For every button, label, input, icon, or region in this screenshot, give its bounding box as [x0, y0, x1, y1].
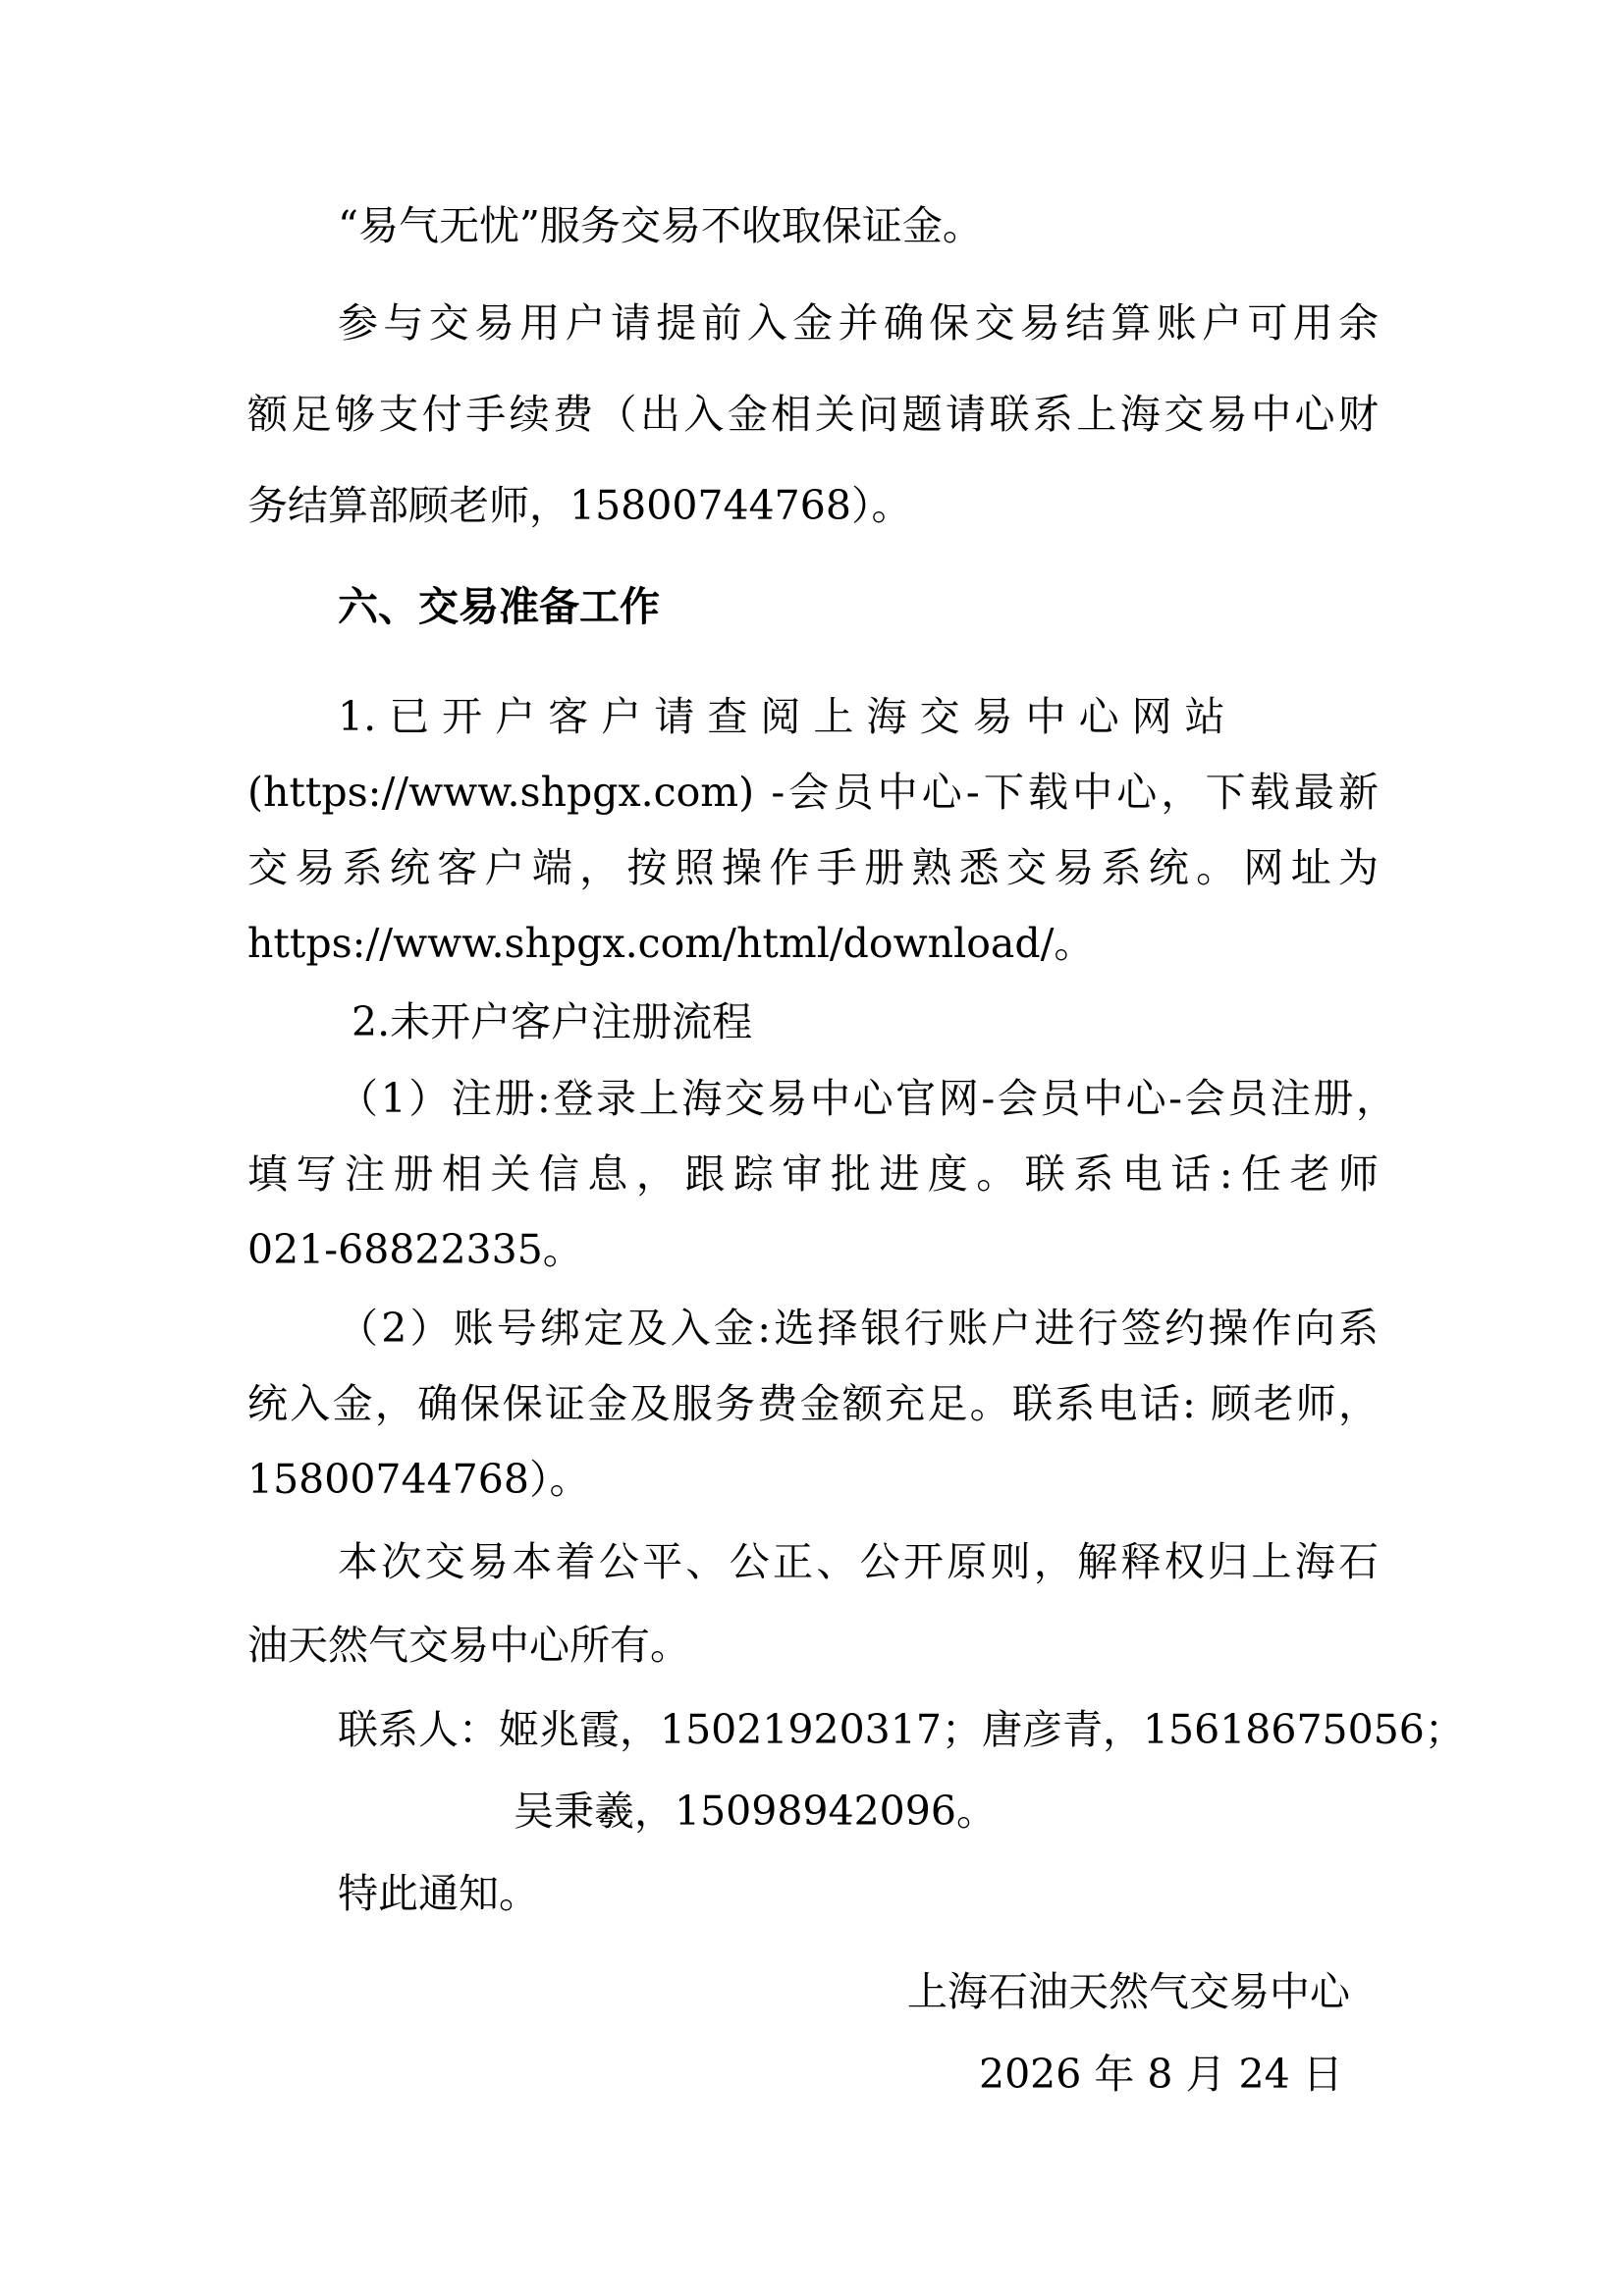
- item-1-url-line: https://www.shpgx.com/html/download/。: [247, 920, 1095, 967]
- principle-line-2: 油天然气交易中心所有。: [247, 1622, 690, 1669]
- item-1-line-3: 交易系统客户端，按照操作手册熟悉交易系统。网址为: [247, 844, 1379, 891]
- step-2-line-1: （2）账号绑定及入金:选择银行账户进行签约操作向系: [338, 1305, 1379, 1352]
- item-1-line-2: (https://www.shpgx.com) -会员中心-下载中心，下载最新: [247, 769, 1379, 816]
- margin-paragraph: “易气无忧”服务交易不收取保证金。: [338, 202, 983, 249]
- step-1-line-2: 填写注册相关信息，跟踪审批进度。联系电话:任老师: [247, 1150, 1379, 1198]
- signature-organization: 上海石油天然气交易中心: [907, 1968, 1350, 2015]
- item-1-line-1: 1. 已 开 户 客 户 请 查 阅 上 海 交 易 中 心 网 站: [338, 693, 1225, 740]
- notice-line: 特此通知。: [338, 1870, 539, 1917]
- funds-paragraph-line-1: 参与交易用户请提前入金并确保交易结算账户可用余: [338, 299, 1379, 347]
- principle-line-1: 本次交易本着公平、公正、公开原则，解释权归上海石: [338, 1538, 1379, 1585]
- step-2-line-3: 15800744768）。: [247, 1456, 590, 1503]
- signature-date: 2026 年 8 月 24 日: [979, 2051, 1343, 2098]
- contacts-line-1: 联系人：姬兆霞，15021920317；唐彦青，15618675056；: [338, 1706, 1465, 1753]
- item-2-heading: 2.未开户客户注册流程: [352, 998, 753, 1045]
- funds-paragraph-line-3: 务结算部顾老师，15800744768）。: [247, 482, 912, 529]
- contacts-line-2: 吴秉羲，15098942096。: [514, 1788, 997, 1835]
- section-heading: 六、交易准备工作: [338, 583, 660, 630]
- step-2-line-2: 统入金，确保保证金及服务费金额充足。联系电话: 顾老师，: [247, 1380, 1379, 1427]
- step-1-line-1: （1）注册:登录上海交易中心官网-会员中心-会员注册，: [338, 1075, 1396, 1122]
- funds-paragraph-line-2: 额足够支付手续费（出入金相关问题请联系上海交易中心财: [247, 391, 1379, 438]
- step-1-line-3: 021-68822335。: [247, 1226, 583, 1273]
